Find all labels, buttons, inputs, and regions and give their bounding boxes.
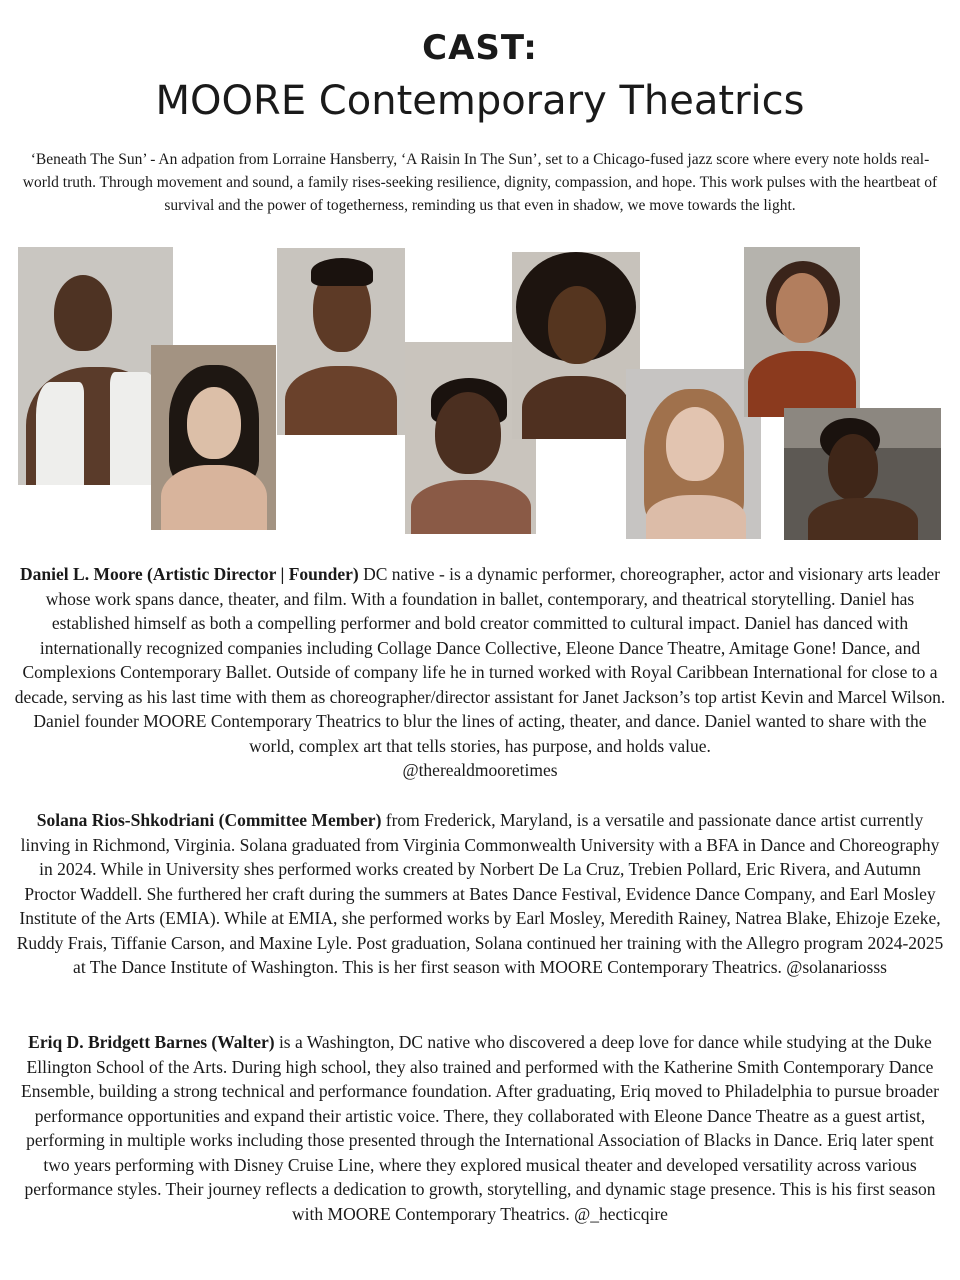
headshot-3: [277, 248, 405, 435]
bio-text: is a Washington, DC native who discovered a deep love for dance while studying at the Duke Ellington School of the Arts. During high school, they also trained and performed with the Katherine Smith Contemporary Dance Ensemble, building a strong technical and performance foundation. After graduating, Eriq moved to Philadelphia to pursue broader performance opportunities and expand their artistic voice. There, they collaborated with Eleone Dance Theatre as a guest artist, performing in multiple works including those presented through the International Association of Blacks in Dance. Eriq later spent two years performing with Disney Cruise Line, where they explored musical theater and developed versatility across various performance styles. Their journey reflects a dedication to growth, storytelling, and dynamic stage presence. This is his first season with MOORE Contemporary Theatrics. @_hecticqire: [21, 1032, 939, 1224]
company-title: MOORE Contemporary Theatrics: [155, 78, 805, 124]
bio-name: Daniel L. Moore (Artistic Director | Founder): [20, 564, 359, 584]
headshot-7: [744, 247, 860, 417]
social-handle: @therealdmooretimes: [402, 760, 558, 780]
headshot-8: [784, 408, 941, 540]
bio-text: DC native - is a dynamic performer, choreographer, actor and visionary arts leader whose work spans dance, theater, and film. With a foundation in ballet, contemporary, and theatrical storytelling. Daniel has established himself as both a compelling performer and bold creator committed to cultural impact. Daniel has danced with internationally recognized companies including Collage Dance Collective, Eleone Dance Theatre, Amitage Gone! Dance, and Complexions Contemporary Ballet. Outside of company life he in turned worked with Royal Caribbean International for close to a decade, serving as his last time with them as choreographer/director assistant for Janet Jackson’s top artist Kevin and Marcel Wilson. Daniel founder MOORE Contemporary Theatrics to blur the lines of acting, theater, and dance. Daniel wanted to share with the world, complex art that tells stories, has purpose, and holds value.: [14, 564, 946, 756]
bio-eriq-barnes: [12, 1030, 948, 1226]
bio-text: from Frederick, Maryland, is a versatile and passionate dance artist currently linving in Richmond, Virginia. Solana graduated from Virginia Commonwealth University with a BFA in Dance and Choreography in 2024. While in University shes performed works created by Norbert De La Cruz, Trebien Pollard, Eric Rivera, and Autumn Proctor Waddell. She furthered her craft during the summers at Bates Dance Festival, Evidence Dance Company, and Earl Mosley Institute of the Arts (EMIA). While at EMIA, she performed works by Earl Mosley, Meredith Rainey, Natrea Blake, Ehizoje Ezeke, Ruddy Frais, Tiffanie Carson, and Maxine Lyle. Post graduation, Solana continued her training with the Allegro program 2024-2025 at The Dance Institute of Washington. This is her first season with MOORE Contemporary Theatrics. @solanariosss: [16, 810, 944, 977]
bio-daniel-moore: [12, 562, 948, 783]
bio-solana-rios-shkodriani: [12, 808, 948, 980]
headshot-6: [626, 369, 761, 539]
headshot-1: [18, 247, 173, 485]
headshot-2: [151, 345, 276, 530]
headshot-5: [512, 252, 640, 439]
bio-name: Eriq D. Bridgett Barnes (Walter): [28, 1032, 275, 1052]
bio-name: Solana Rios-Shkodriani (Committee Member): [36, 810, 382, 830]
cast-heading: CAST:: [422, 28, 538, 68]
production-intro: ‘Beneath The Sun’ - An adpation from Lorraine Hansberry, ‘A Raisin In The Sun’, set to a Chicago-fused jazz score where every note holds real-world truth. Through movement and sound, a family rises-seeking resilience, dignity, compassion, and hope. This work pulses with the heartbeat of survival and the power of togetherness, reminding us that even in shadow, we move towards the light.: [22, 151, 938, 214]
